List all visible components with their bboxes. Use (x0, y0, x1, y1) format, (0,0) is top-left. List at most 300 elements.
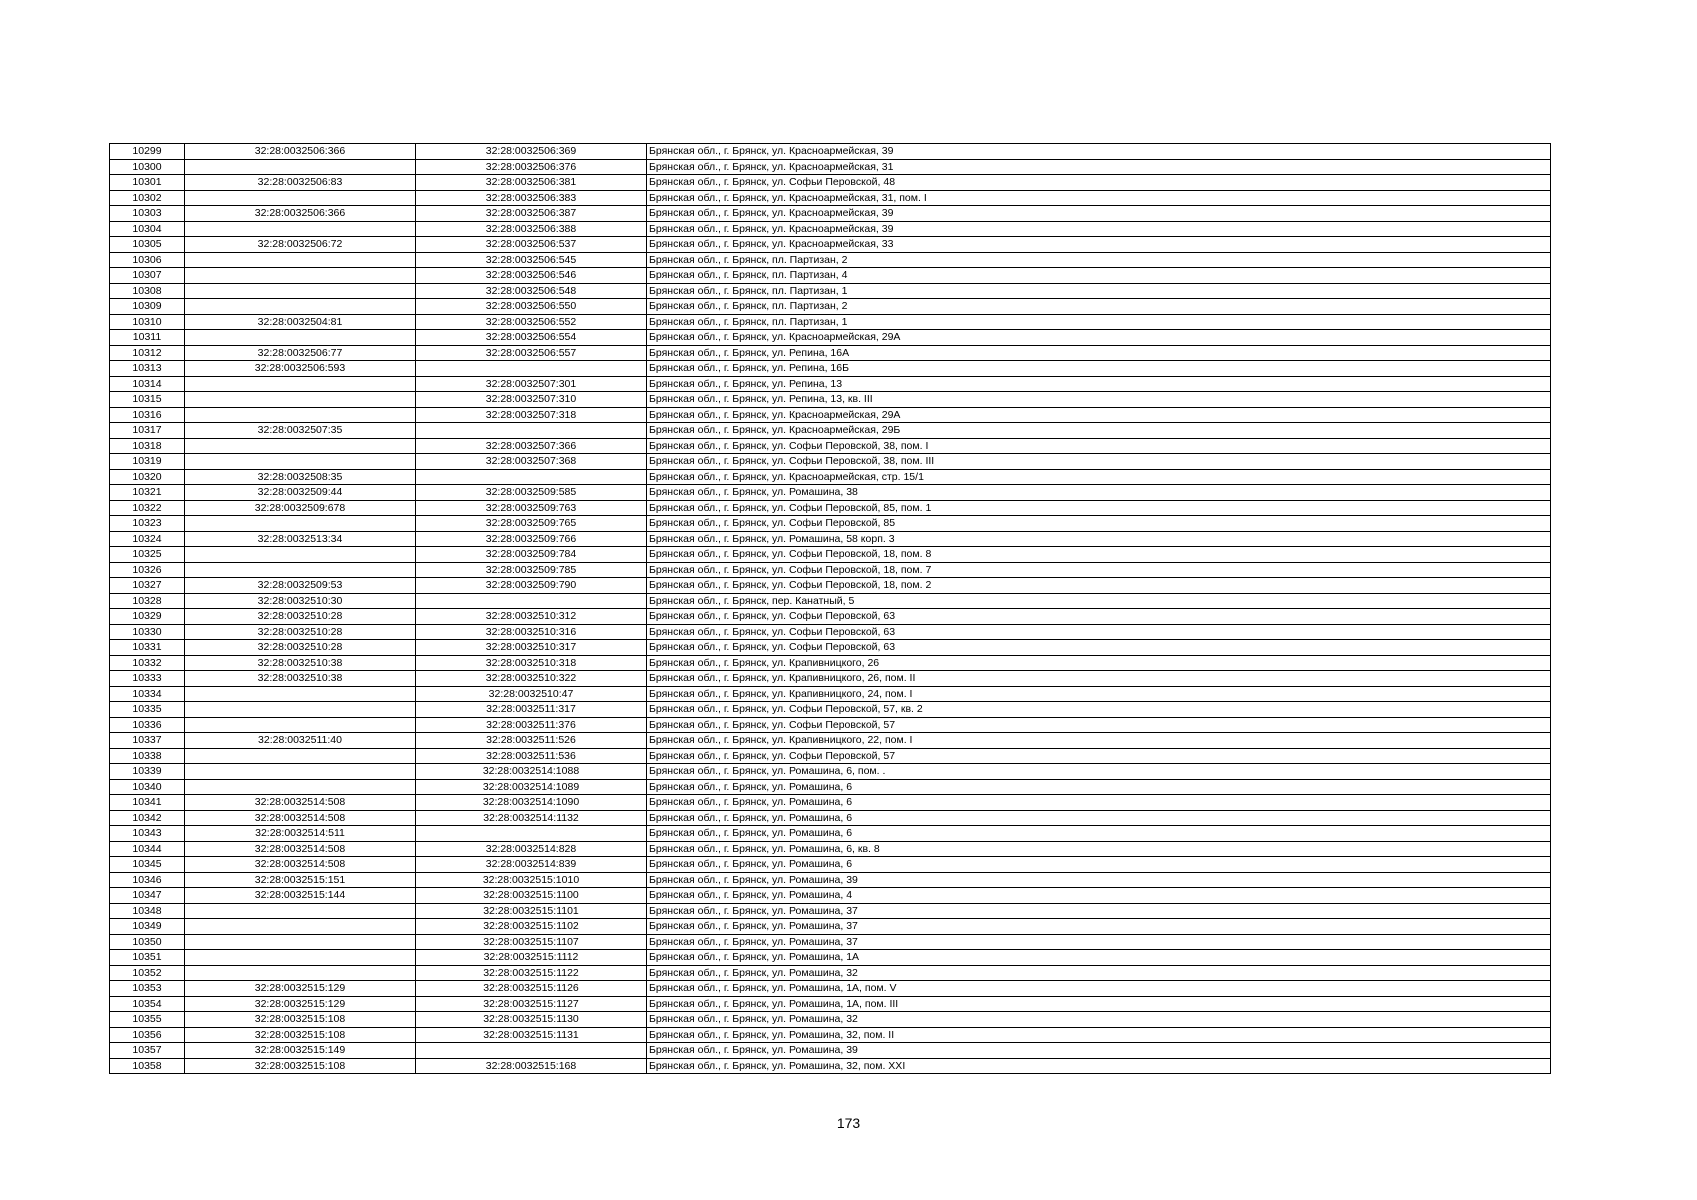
table-row (110, 361, 1551, 377)
land-cadastral-number-cell (185, 438, 416, 454)
row-number-cell: 10354 (110, 996, 185, 1012)
land-cadastral-number-cell (185, 562, 416, 578)
address-cell: Брянская обл., г. Брянск, ул. Ромашина, 37 (647, 903, 1551, 919)
building-cadastral-number-cell: 32:28:0032510:47 (416, 686, 647, 702)
building-cadastral-number-cell: 32:28:0032515:168 (416, 1058, 647, 1074)
table-row (110, 562, 1551, 578)
table-row (110, 748, 1551, 764)
row-number-cell: 10325 (110, 547, 185, 563)
land-cadastral-number-cell: 32:28:0032514:508 (185, 857, 416, 873)
land-cadastral-number-cell (185, 392, 416, 408)
land-cadastral-number-cell (185, 376, 416, 392)
table-row (110, 330, 1551, 346)
row-number-cell: 10340 (110, 779, 185, 795)
table-row (110, 919, 1551, 935)
table-row (110, 1012, 1551, 1028)
land-cadastral-number-cell: 32:28:0032515:129 (185, 981, 416, 997)
land-cadastral-number-cell (185, 547, 416, 563)
building-cadastral-number-cell: 32:28:0032509:585 (416, 485, 647, 501)
land-cadastral-number-cell: 32:28:0032509:678 (185, 500, 416, 516)
address-cell: Брянская обл., г. Брянск, ул. Софьи Перовской, 63 (647, 640, 1551, 656)
land-cadastral-number-cell: 32:28:0032506:366 (185, 206, 416, 222)
table-row (110, 299, 1551, 315)
address-cell: Брянская обл., г. Брянск, ул. Ромашина, 32, пом. XXI (647, 1058, 1551, 1074)
land-cadastral-number-cell (185, 190, 416, 206)
building-cadastral-number-cell: 32:28:0032510:318 (416, 655, 647, 671)
building-cadastral-number-cell: 32:28:0032506:552 (416, 314, 647, 330)
address-cell: Брянская обл., г. Брянск, ул. Ромашина, 6, кв. 8 (647, 841, 1551, 857)
building-cadastral-number-cell: 32:28:0032506:388 (416, 221, 647, 237)
row-number-cell: 10335 (110, 702, 185, 718)
table-row (110, 531, 1551, 547)
building-cadastral-number-cell (416, 826, 647, 842)
address-cell: Брянская обл., г. Брянск, ул. Ромашина, 4 (647, 888, 1551, 904)
building-cadastral-number-cell (416, 469, 647, 485)
land-cadastral-number-cell (185, 764, 416, 780)
address-cell: Брянская обл., г. Брянск, ул. Софьи Перовской, 57 (647, 717, 1551, 733)
row-number-cell: 10333 (110, 671, 185, 687)
row-number-cell: 10353 (110, 981, 185, 997)
row-number-cell: 10356 (110, 1027, 185, 1043)
row-number-cell: 10318 (110, 438, 185, 454)
address-cell: Брянская обл., г. Брянск, ул. Красноармейская, 33 (647, 237, 1551, 253)
building-cadastral-number-cell: 32:28:0032515:1102 (416, 919, 647, 935)
address-cell: Брянская обл., г. Брянск, ул. Софьи Перовской, 48 (647, 175, 1551, 191)
row-number-cell: 10300 (110, 159, 185, 175)
row-number-cell: 10336 (110, 717, 185, 733)
row-number-cell: 10326 (110, 562, 185, 578)
address-cell: Брянская обл., г. Брянск, ул. Ромашина, 6 (647, 826, 1551, 842)
building-cadastral-number-cell: 32:28:0032506:381 (416, 175, 647, 191)
table-row (110, 237, 1551, 253)
building-cadastral-number-cell: 32:28:0032506:383 (416, 190, 647, 206)
land-cadastral-number-cell (185, 159, 416, 175)
table-row (110, 1027, 1551, 1043)
land-cadastral-number-cell: 32:28:0032515:151 (185, 872, 416, 888)
address-cell: Брянская обл., г. Брянск, ул. Крапивницкого, 22, пом. I (647, 733, 1551, 749)
row-number-cell: 10350 (110, 934, 185, 950)
building-cadastral-number-cell: 32:28:0032506:550 (416, 299, 647, 315)
address-cell: Брянская обл., г. Брянск, ул. Софьи Перовской, 63 (647, 624, 1551, 640)
building-cadastral-number-cell: 32:28:0032507:318 (416, 407, 647, 423)
building-cadastral-number-cell: 32:28:0032506:548 (416, 283, 647, 299)
row-number-cell: 10316 (110, 407, 185, 423)
row-number-cell: 10346 (110, 872, 185, 888)
address-cell: Брянская обл., г. Брянск, пер. Канатный, 5 (647, 593, 1551, 609)
table-row (110, 485, 1551, 501)
address-cell: Брянская обл., г. Брянск, ул. Ромашина, 38 (647, 485, 1551, 501)
building-cadastral-number-cell: 32:28:0032515:1101 (416, 903, 647, 919)
building-cadastral-number-cell: 32:28:0032514:828 (416, 841, 647, 857)
land-cadastral-number-cell (185, 299, 416, 315)
address-cell: Брянская обл., г. Брянск, ул. Ромашина, 32, пом. II (647, 1027, 1551, 1043)
address-cell: Брянская обл., г. Брянск, ул. Ромашина, 6 (647, 779, 1551, 795)
table-row (110, 578, 1551, 594)
row-number-cell: 10332 (110, 655, 185, 671)
land-cadastral-number-cell: 32:28:0032506:83 (185, 175, 416, 191)
land-cadastral-number-cell: 32:28:0032515:144 (185, 888, 416, 904)
building-cadastral-number-cell: 32:28:0032514:1088 (416, 764, 647, 780)
table-row (110, 469, 1551, 485)
row-number-cell: 10331 (110, 640, 185, 656)
land-cadastral-number-cell (185, 268, 416, 284)
land-cadastral-number-cell (185, 950, 416, 966)
address-cell: Брянская обл., г. Брянск, ул. Ромашина, 1А, пом. V (647, 981, 1551, 997)
table-row (110, 640, 1551, 656)
land-cadastral-number-cell: 32:28:0032510:30 (185, 593, 416, 609)
land-cadastral-number-cell: 32:28:0032506:72 (185, 237, 416, 253)
land-cadastral-number-cell: 32:28:0032510:38 (185, 655, 416, 671)
row-number-cell: 10310 (110, 314, 185, 330)
address-cell: Брянская обл., г. Брянск, ул. Ромашина, 32 (647, 965, 1551, 981)
land-cadastral-number-cell: 32:28:0032515:108 (185, 1058, 416, 1074)
row-number-cell: 10320 (110, 469, 185, 485)
land-cadastral-number-cell (185, 454, 416, 470)
land-cadastral-number-cell: 32:28:0032514:511 (185, 826, 416, 842)
land-cadastral-number-cell: 32:28:0032510:28 (185, 624, 416, 640)
table-row (110, 857, 1551, 873)
row-number-cell: 10307 (110, 268, 185, 284)
building-cadastral-number-cell: 32:28:0032515:1100 (416, 888, 647, 904)
registry-table-body (110, 144, 1551, 1074)
address-cell: Брянская обл., г. Брянск, ул. Ромашина, 6 (647, 857, 1551, 873)
building-cadastral-number-cell: 32:28:0032507:301 (416, 376, 647, 392)
table-row (110, 686, 1551, 702)
row-number-cell: 10309 (110, 299, 185, 315)
building-cadastral-number-cell: 32:28:0032506:557 (416, 345, 647, 361)
building-cadastral-number-cell: 32:28:0032510:322 (416, 671, 647, 687)
building-cadastral-number-cell: 32:28:0032506:537 (416, 237, 647, 253)
address-cell: Брянская обл., г. Брянск, ул. Репина, 16Б (647, 361, 1551, 377)
building-cadastral-number-cell (416, 593, 647, 609)
building-cadastral-number-cell: 32:28:0032506:546 (416, 268, 647, 284)
row-number-cell: 10328 (110, 593, 185, 609)
table-row (110, 144, 1551, 160)
row-number-cell: 10317 (110, 423, 185, 439)
row-number-cell: 10314 (110, 376, 185, 392)
table-row (110, 795, 1551, 811)
table-row (110, 733, 1551, 749)
land-cadastral-number-cell (185, 283, 416, 299)
table-row (110, 283, 1551, 299)
address-cell: Брянская обл., г. Брянск, ул. Софьи Перовской, 57, кв. 2 (647, 702, 1551, 718)
row-number-cell: 10323 (110, 516, 185, 532)
address-cell: Брянская обл., г. Брянск, ул. Софьи Перовской, 38, пом. III (647, 454, 1551, 470)
table-row (110, 764, 1551, 780)
land-cadastral-number-cell (185, 919, 416, 935)
row-number-cell: 10315 (110, 392, 185, 408)
building-cadastral-number-cell: 32:28:0032509:784 (416, 547, 647, 563)
address-cell: Брянская обл., г. Брянск, пл. Партизан, 4 (647, 268, 1551, 284)
row-number-cell: 10324 (110, 531, 185, 547)
building-cadastral-number-cell: 32:28:0032510:317 (416, 640, 647, 656)
land-cadastral-number-cell: 32:28:0032515:149 (185, 1043, 416, 1059)
row-number-cell: 10355 (110, 1012, 185, 1028)
building-cadastral-number-cell: 32:28:0032507:310 (416, 392, 647, 408)
row-number-cell: 10329 (110, 609, 185, 625)
building-cadastral-number-cell: 32:28:0032507:366 (416, 438, 647, 454)
land-cadastral-number-cell: 32:28:0032506:366 (185, 144, 416, 160)
address-cell: Брянская обл., г. Брянск, ул. Репина, 13 (647, 376, 1551, 392)
address-cell: Брянская обл., г. Брянск, ул. Красноармейская, 31, пом. I (647, 190, 1551, 206)
land-cadastral-number-cell: 32:28:0032504:81 (185, 314, 416, 330)
row-number-cell: 10352 (110, 965, 185, 981)
row-number-cell: 10351 (110, 950, 185, 966)
building-cadastral-number-cell: 32:28:0032515:1122 (416, 965, 647, 981)
table-row (110, 841, 1551, 857)
row-number-cell: 10302 (110, 190, 185, 206)
building-cadastral-number-cell: 32:28:0032515:1131 (416, 1027, 647, 1043)
building-cadastral-number-cell: 32:28:0032515:1127 (416, 996, 647, 1012)
address-cell: Брянская обл., г. Брянск, ул. Ромашина, 6, пом. . (647, 764, 1551, 780)
table-row (110, 454, 1551, 470)
land-cadastral-number-cell (185, 779, 416, 795)
table-row (110, 872, 1551, 888)
building-cadastral-number-cell: 32:28:0032506:376 (416, 159, 647, 175)
address-cell: Брянская обл., г. Брянск, ул. Репина, 16А (647, 345, 1551, 361)
building-cadastral-number-cell: 32:28:0032509:765 (416, 516, 647, 532)
land-cadastral-number-cell: 32:28:0032513:34 (185, 531, 416, 547)
address-cell: Брянская обл., г. Брянск, ул. Софьи Перовской, 85, пом. 1 (647, 500, 1551, 516)
address-cell: Брянская обл., г. Брянск, ул. Ромашина, 39 (647, 1043, 1551, 1059)
table-row (110, 950, 1551, 966)
row-number-cell: 10344 (110, 841, 185, 857)
land-cadastral-number-cell: 32:28:0032510:38 (185, 671, 416, 687)
land-cadastral-number-cell (185, 702, 416, 718)
row-number-cell: 10334 (110, 686, 185, 702)
land-cadastral-number-cell (185, 965, 416, 981)
building-cadastral-number-cell: 32:28:0032511:317 (416, 702, 647, 718)
address-cell: Брянская обл., г. Брянск, ул. Софьи Перовской, 18, пом. 2 (647, 578, 1551, 594)
land-cadastral-number-cell: 32:28:0032515:129 (185, 996, 416, 1012)
address-cell: Брянская обл., г. Брянск, ул. Ромашина, 37 (647, 919, 1551, 935)
address-cell: Брянская обл., г. Брянск, ул. Софьи Перовской, 63 (647, 609, 1551, 625)
land-cadastral-number-cell: 32:28:0032510:28 (185, 609, 416, 625)
row-number-cell: 10313 (110, 361, 185, 377)
building-cadastral-number-cell: 32:28:0032511:536 (416, 748, 647, 764)
address-cell: Брянская обл., г. Брянск, ул. Ромашина, 6 (647, 795, 1551, 811)
building-cadastral-number-cell: 32:28:0032509:766 (416, 531, 647, 547)
row-number-cell: 10339 (110, 764, 185, 780)
address-cell: Брянская обл., г. Брянск, ул. Красноармейская, 29А (647, 330, 1551, 346)
table-row (110, 438, 1551, 454)
address-cell: Брянская обл., г. Брянск, пл. Партизан, 1 (647, 283, 1551, 299)
table-row (110, 345, 1551, 361)
address-cell: Брянская обл., г. Брянск, ул. Ромашина, 1А, пом. III (647, 996, 1551, 1012)
building-cadastral-number-cell: 32:28:0032514:839 (416, 857, 647, 873)
land-cadastral-number-cell: 32:28:0032507:35 (185, 423, 416, 439)
table-row (110, 996, 1551, 1012)
address-cell: Брянская обл., г. Брянск, ул. Ромашина, 6 (647, 810, 1551, 826)
address-cell: Брянская обл., г. Брянск, ул. Ромашина, 32 (647, 1012, 1551, 1028)
building-cadastral-number-cell: 32:28:0032509:790 (416, 578, 647, 594)
building-cadastral-number-cell: 32:28:0032514:1089 (416, 779, 647, 795)
address-cell: Брянская обл., г. Брянск, ул. Ромашина, 58 корп. 3 (647, 531, 1551, 547)
land-cadastral-number-cell: 32:28:0032514:508 (185, 810, 416, 826)
building-cadastral-number-cell: 32:28:0032511:526 (416, 733, 647, 749)
building-cadastral-number-cell: 32:28:0032515:1112 (416, 950, 647, 966)
address-cell: Брянская обл., г. Брянск, ул. Красноармейская, 39 (647, 206, 1551, 222)
row-number-cell: 10319 (110, 454, 185, 470)
table-row (110, 159, 1551, 175)
address-cell: Брянская обл., г. Брянск, ул. Красноармейская, 39 (647, 144, 1551, 160)
row-number-cell: 10321 (110, 485, 185, 501)
table-row (110, 779, 1551, 795)
table-row (110, 547, 1551, 563)
building-cadastral-number-cell: 32:28:0032507:368 (416, 454, 647, 470)
land-cadastral-number-cell: 32:28:0032509:44 (185, 485, 416, 501)
address-cell: Брянская обл., г. Брянск, ул. Софьи Перовской, 18, пом. 8 (647, 547, 1551, 563)
row-number-cell: 10312 (110, 345, 185, 361)
page-number: 173 (836, 1115, 861, 1131)
table-row (110, 376, 1551, 392)
building-cadastral-number-cell: 32:28:0032515:1126 (416, 981, 647, 997)
row-number-cell: 10347 (110, 888, 185, 904)
land-cadastral-number-cell: 32:28:0032509:53 (185, 578, 416, 594)
land-cadastral-number-cell: 32:28:0032514:508 (185, 841, 416, 857)
land-cadastral-number-cell (185, 330, 416, 346)
land-cadastral-number-cell (185, 748, 416, 764)
table-row (110, 206, 1551, 222)
land-cadastral-number-cell (185, 903, 416, 919)
building-cadastral-number-cell: 32:28:0032511:376 (416, 717, 647, 733)
table-row (110, 965, 1551, 981)
row-number-cell: 10343 (110, 826, 185, 842)
row-number-cell: 10342 (110, 810, 185, 826)
land-cadastral-number-cell (185, 221, 416, 237)
address-cell: Брянская обл., г. Брянск, ул. Ромашина, 39 (647, 872, 1551, 888)
table-row (110, 407, 1551, 423)
row-number-cell: 10303 (110, 206, 185, 222)
land-cadastral-number-cell (185, 717, 416, 733)
land-cadastral-number-cell (185, 934, 416, 950)
land-cadastral-number-cell: 32:28:0032510:28 (185, 640, 416, 656)
table-row (110, 624, 1551, 640)
building-cadastral-number-cell: 32:28:0032509:785 (416, 562, 647, 578)
address-cell: Брянская обл., г. Брянск, ул. Крапивницкого, 26, пом. II (647, 671, 1551, 687)
address-cell: Брянская обл., г. Брянск, пл. Партизан, 2 (647, 299, 1551, 315)
land-cadastral-number-cell: 32:28:0032506:593 (185, 361, 416, 377)
row-number-cell: 10308 (110, 283, 185, 299)
address-cell: Брянская обл., г. Брянск, ул. Красноармейская, 39 (647, 221, 1551, 237)
address-cell: Брянская обл., г. Брянск, ул. Крапивницкого, 24, пом. I (647, 686, 1551, 702)
table-row (110, 1043, 1551, 1059)
building-cadastral-number-cell (416, 361, 647, 377)
building-cadastral-number-cell: 32:28:0032514:1090 (416, 795, 647, 811)
table-row (110, 1058, 1551, 1074)
table-row (110, 500, 1551, 516)
land-cadastral-number-cell: 32:28:0032511:40 (185, 733, 416, 749)
building-cadastral-number-cell: 32:28:0032515:1010 (416, 872, 647, 888)
table-row (110, 252, 1551, 268)
land-cadastral-number-cell (185, 686, 416, 702)
row-number-cell: 10349 (110, 919, 185, 935)
table-row (110, 593, 1551, 609)
table-row (110, 221, 1551, 237)
row-number-cell: 10301 (110, 175, 185, 191)
address-cell: Брянская обл., г. Брянск, ул. Ромашина, 1А (647, 950, 1551, 966)
row-number-cell: 10322 (110, 500, 185, 516)
row-number-cell: 10358 (110, 1058, 185, 1074)
table-row (110, 934, 1551, 950)
address-cell: Брянская обл., г. Брянск, пл. Партизан, 2 (647, 252, 1551, 268)
row-number-cell: 10348 (110, 903, 185, 919)
table-row (110, 392, 1551, 408)
land-cadastral-number-cell (185, 407, 416, 423)
address-cell: Брянская обл., г. Брянск, ул. Красноармейская, 29А (647, 407, 1551, 423)
building-cadastral-number-cell: 32:28:0032506:554 (416, 330, 647, 346)
address-cell: Брянская обл., г. Брянск, ул. Красноармейская, стр. 15/1 (647, 469, 1551, 485)
building-cadastral-number-cell: 32:28:0032515:1130 (416, 1012, 647, 1028)
address-cell: Брянская обл., г. Брянск, ул. Красноармейская, 31 (647, 159, 1551, 175)
address-cell: Брянская обл., г. Брянск, ул. Красноармейская, 29Б (647, 423, 1551, 439)
land-cadastral-number-cell: 32:28:0032508:35 (185, 469, 416, 485)
building-cadastral-number-cell (416, 1043, 647, 1059)
row-number-cell: 10305 (110, 237, 185, 253)
table-row (110, 268, 1551, 284)
land-cadastral-number-cell: 32:28:0032514:508 (185, 795, 416, 811)
building-cadastral-number-cell: 32:28:0032510:316 (416, 624, 647, 640)
building-cadastral-number-cell: 32:28:0032506:545 (416, 252, 647, 268)
row-number-cell: 10299 (110, 144, 185, 160)
table-row (110, 671, 1551, 687)
table-row (110, 903, 1551, 919)
building-cadastral-number-cell: 32:28:0032509:763 (416, 500, 647, 516)
row-number-cell: 10327 (110, 578, 185, 594)
row-number-cell: 10304 (110, 221, 185, 237)
row-number-cell: 10337 (110, 733, 185, 749)
row-number-cell: 10306 (110, 252, 185, 268)
address-cell: Брянская обл., г. Брянск, ул. Крапивницкого, 26 (647, 655, 1551, 671)
building-cadastral-number-cell: 32:28:0032506:369 (416, 144, 647, 160)
building-cadastral-number-cell: 32:28:0032515:1107 (416, 934, 647, 950)
row-number-cell: 10311 (110, 330, 185, 346)
address-cell: Брянская обл., г. Брянск, ул. Репина, 13, кв. III (647, 392, 1551, 408)
land-cadastral-number-cell (185, 516, 416, 532)
table-row (110, 609, 1551, 625)
table-row (110, 190, 1551, 206)
land-cadastral-number-cell: 32:28:0032515:108 (185, 1027, 416, 1043)
table-row (110, 981, 1551, 997)
table-row (110, 423, 1551, 439)
row-number-cell: 10357 (110, 1043, 185, 1059)
table-row (110, 314, 1551, 330)
address-cell: Брянская обл., г. Брянск, ул. Софьи Перовской, 38, пом. I (647, 438, 1551, 454)
building-cadastral-number-cell (416, 423, 647, 439)
table-row (110, 516, 1551, 532)
address-cell: Брянская обл., г. Брянск, ул. Софьи Перовской, 57 (647, 748, 1551, 764)
row-number-cell: 10345 (110, 857, 185, 873)
building-cadastral-number-cell: 32:28:0032510:312 (416, 609, 647, 625)
table-row (110, 826, 1551, 842)
row-number-cell: 10341 (110, 795, 185, 811)
table-row (110, 175, 1551, 191)
row-number-cell: 10338 (110, 748, 185, 764)
registry-table (109, 143, 1551, 1074)
building-cadastral-number-cell: 32:28:0032506:387 (416, 206, 647, 222)
land-cadastral-number-cell (185, 252, 416, 268)
address-cell: Брянская обл., г. Брянск, ул. Софьи Перовской, 18, пом. 7 (647, 562, 1551, 578)
address-cell: Брянская обл., г. Брянск, пл. Партизан, 1 (647, 314, 1551, 330)
address-cell: Брянская обл., г. Брянск, ул. Ромашина, 37 (647, 934, 1551, 950)
table-row (110, 655, 1551, 671)
table-row (110, 702, 1551, 718)
land-cadastral-number-cell: 32:28:0032506:77 (185, 345, 416, 361)
land-cadastral-number-cell: 32:28:0032515:108 (185, 1012, 416, 1028)
row-number-cell: 10330 (110, 624, 185, 640)
building-cadastral-number-cell: 32:28:0032514:1132 (416, 810, 647, 826)
table-row (110, 888, 1551, 904)
